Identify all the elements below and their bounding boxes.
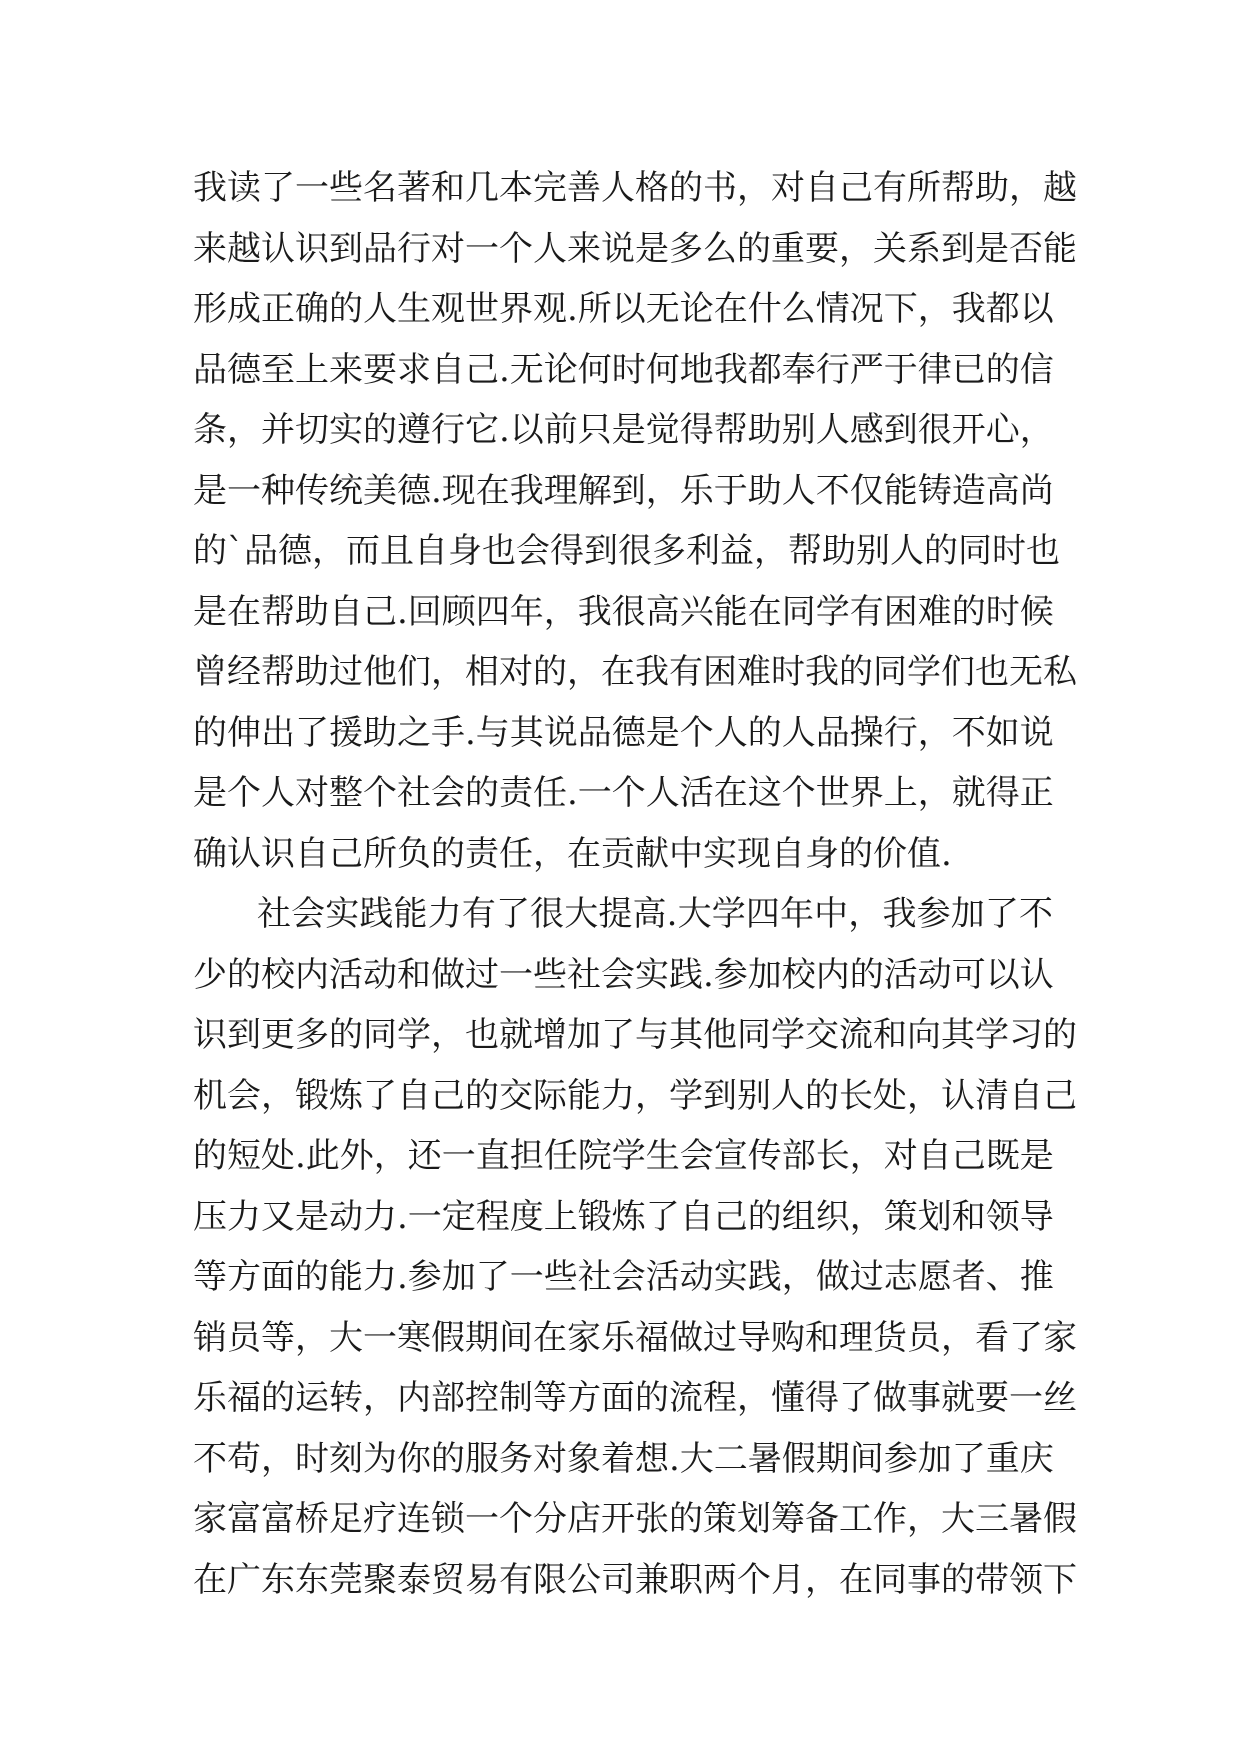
text-line: 乐福的运转，内部控制等方面的流程，懂得了做事就要一丝 [193, 1378, 1077, 1418]
text-line: 是在帮助自己.回顾四年，我很高兴能在同学有困难的时候 [193, 591, 1054, 632]
text-line: 确认识自己所负的责任，在贡献中实现自身的价值. [193, 833, 952, 874]
text-line: 少的校内活动和做过一些社会实践.参加校内的活动可以认 [193, 954, 1054, 995]
text-line: 条，并切实的遵行它.以前只是觉得帮助别人感到很开心， [193, 410, 1054, 450]
paragraph-1 [193, 158, 1077, 884]
paragraph-2 [193, 884, 1077, 1610]
text-line: 压力又是动力.一定程度上锻炼了自己的组织，策划和领导 [193, 1196, 1054, 1237]
text-line: 销员等，大一寒假期间在家乐福做过导购和理货员，看了家 [193, 1317, 1077, 1358]
text-line: 家富富桥足疗连锁一个分店开张的策划筹备工作，大三暑假 [193, 1499, 1077, 1539]
text-line: 我读了一些名著和几本完善人格的书，对自己有所帮助，越 [193, 168, 1077, 208]
text-line: 是一种传统美德.现在我理解到，乐于助人不仅能铸造高尚 [193, 470, 1054, 511]
text-line: 来越认识到品行对一个人来说是多么的重要，关系到是否能 [193, 228, 1077, 269]
text-line: 机会，锻炼了自己的交际能力，学到别人的长处，认清自己 [193, 1075, 1077, 1116]
text-line: 的`品德，而且自身也会得到很多利益，帮助别人的同时也 [193, 531, 1060, 571]
text-line: 社会实践能力有了很大提高.大学四年中，我参加了不 [257, 894, 1053, 934]
text-line: 不苟，时刻为你的服务对象着想.大二暑假期间参加了重庆 [193, 1438, 1054, 1479]
text-line: 识到更多的同学，也就增加了与其他同学交流和向其学习的 [193, 1015, 1077, 1055]
text-line: 的短处.此外，还一直担任院学生会宣传部长，对自己既是 [193, 1136, 1054, 1176]
text-line: 品德至上来要求自己.无论何时何地我都奉行严于律已的信 [193, 349, 1054, 390]
text-line: 的伸出了援助之手.与其说品德是个人的人品操行，不如说 [193, 712, 1054, 753]
text-line: 等方面的能力.参加了一些社会活动实践，做过志愿者、推 [193, 1257, 1054, 1297]
text-line: 曾经帮助过他们，相对的，在我有困难时我的同学们也无私 [193, 652, 1077, 692]
text-line: 在广东东莞聚泰贸易有限公司兼职两个月，在同事的带领下 [193, 1559, 1077, 1600]
text-line: 形成正确的人生观世界观.所以无论在什么情况下，我都以 [193, 289, 1054, 329]
text-line: 是个人对整个社会的责任.一个人活在这个世界上，就得正 [193, 773, 1054, 813]
body-text [193, 158, 1077, 1610]
